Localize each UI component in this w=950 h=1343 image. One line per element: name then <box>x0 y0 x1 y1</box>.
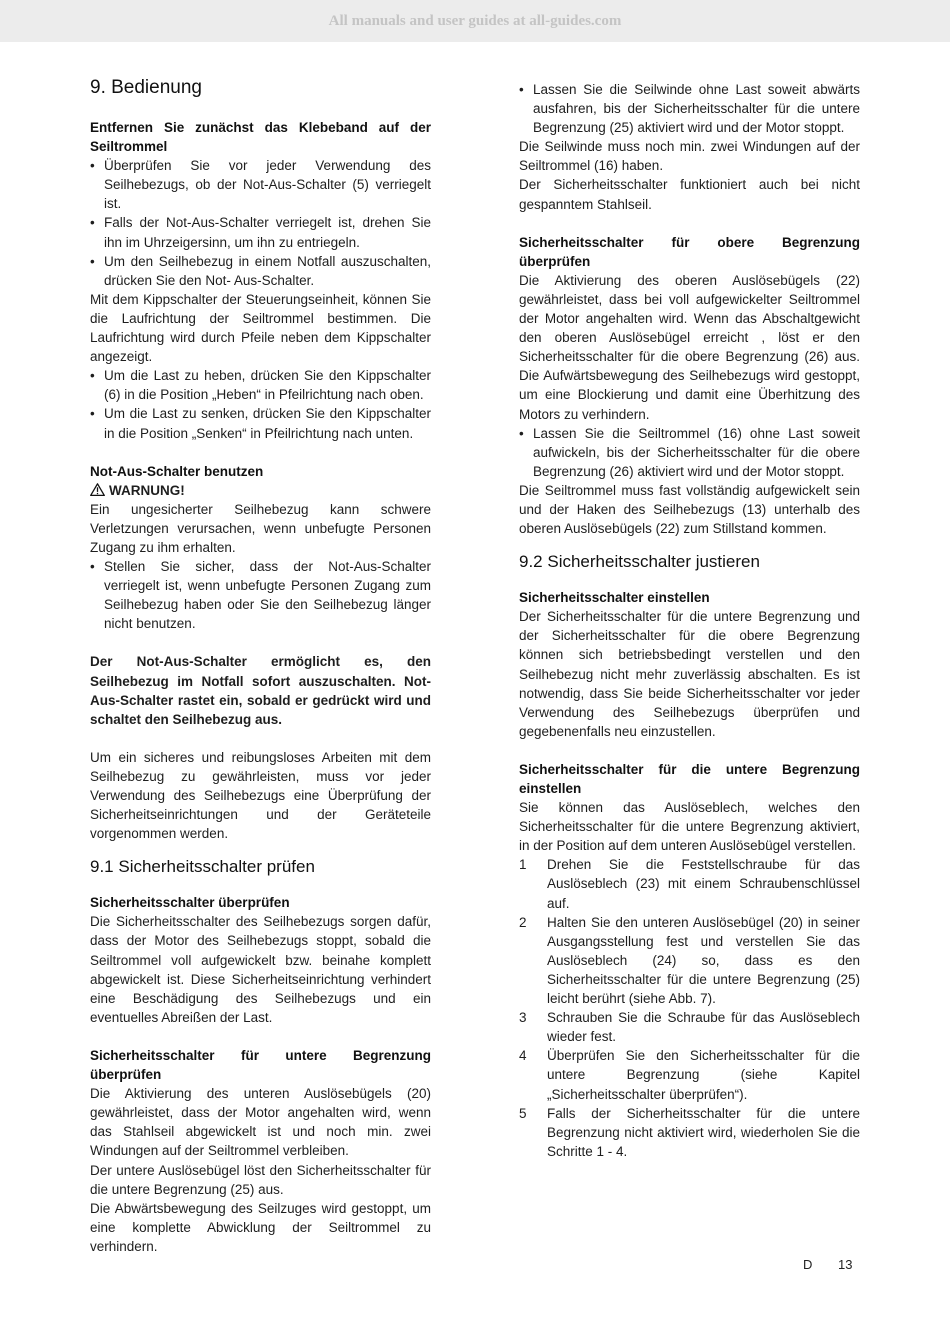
step-text: Falls der Sicherheitsschalter für die untere Begrenzung nicht aktiviert wird, wiederholen Sie die Schritte 1 - 4. <box>547 1105 860 1159</box>
site-banner: All manuals and user guides at all-guides.com <box>0 0 950 42</box>
section-title-bedienung: 9. Bedienung <box>90 77 202 98</box>
list-item: • Stellen Sie sicher, dass der Not-Aus-Schalter verriegelt ist, wenn unbefugte Personen Zugang zum Seilhebezug haben oder Sie den Seilhebezug länger nicht benutzen. <box>90 557 431 633</box>
warning-heading <box>90 481 431 500</box>
paragraph-obere: Die Aktivierung des oberen Auslösebügels (22) gewährleistet, dass bei voll aufgewickelter Seiltrommel der Motor angehalten wird. Wenn das Abschaltgewicht den oberen Auslösebügel erreicht , löst er den Sicherheitsschalter für die obere Begrenzung (26) aus. Die Aufwärtsbewegung des Seilhebezugs wird gestoppt, um eine Blockierung und damit eine Überhitzung des Motors zu verhindern. <box>519 272 860 422</box>
step-number: 4 <box>519 1048 527 1064</box>
step-number: 3 <box>519 1010 527 1026</box>
paragraph-einstellen: Der Sicherheitsschalter für die untere Begrenzung und der Sicherheitsschalter für die obere Begrenzung können sich betriebsbedingt verstellen und den Seilhebezug nicht mehr zuverlässig abschalten. Es ist notwendig, dass Sie beide Sicherheitsschalter vor jeder Verwendung des Seilhebezugs überprüfen und gegebenenfalls neu einzustellen. <box>519 609 860 739</box>
subheading-untere-einstellen: Sicherheitsschalter für die untere Begrenzung einstellen <box>519 761 860 796</box>
list-item <box>519 855 860 912</box>
paragraph-untere-3: Die Abwärtsbewegung des Seilzuges wird gestoppt, um eine komplette Abwicklung der Seiltrommel zu verhindern. <box>90 1200 431 1254</box>
subheading-ueberpruefen: Sicherheitsschalter überprüfen <box>90 895 290 911</box>
list-item: • Um die Last zu heben, drücken Sie den Kippschalter (6) in die Position „Heben“ in Pfeilrichtung nach oben. <box>90 366 431 404</box>
subheading-einstellen: Sicherheitsschalter einstellen <box>519 590 710 606</box>
subheading-obere-begrenzung: Sicherheitsschalter für obere Begrenzung überprüfen <box>519 234 860 269</box>
paragraph-windungen: Die Seilwinde muss noch min. zwei Windungen auf der Seiltrommel (16) haben. <box>519 139 860 174</box>
step-text: Halten Sie den unteren Auslösebügel (20) in seiner Ausgangsstellung fest und verstellen Sie das Auslöseblech (24) so, dass es den Sicherheitsschalter für die untere Begrenzung (25) leicht berührt (siehe Abb. 7). <box>547 914 860 1007</box>
list-item <box>519 1046 860 1103</box>
paragraph-untere-1: Die Aktivierung des unteren Auslösebügels (20) gewährleistet, dass der Motor angehalten wird, wenn das Stahlseil abgewickelt ist und noch min. zwei Windungen auf der Seiltrommel verbleiben. <box>90 1086 431 1159</box>
paragraph-pruefung: Um ein sicheres und reibungsloses Arbeiten mit dem Seilhebezug zu gewährleisten, muss vor jeder Verwendung des Seilhebezugs eine Überprüfung der Sicherheitseinrichtungen und der Geräteteile vorgenommen werden. <box>90 749 431 842</box>
step-number: 5 <box>519 1105 527 1121</box>
list-item <box>519 1008 860 1046</box>
paragraph-ueberpruefen: Die Sicherheitsschalter des Seilhebezugs sorgen dafür, dass der Motor des Seilhebezugs stoppt, sobald die Seiltrommel voll aufgewickelt bzw. beinahe komplett abgewickelt ist. Diese Sicherheitseinrichtung verhindert eine Beschädigung des Seilhebezugs und ein eventuelles Abreißen der Last. <box>90 914 431 1025</box>
kipp-bullet-list <box>90 366 431 442</box>
steps-list <box>519 855 860 1161</box>
footer-language: D <box>803 1257 813 1272</box>
paragraph-untere-einstellen: Sie können das Auslöseblech, welches den Sicherheitsschalter für die untere Begrenzung aktiviert, in der Position auf dem unteren Auslösebügel verstellen. <box>519 800 860 854</box>
list-item: • Überprüfen Sie vor jeder Verwendung des Seilhebezugs, ob der Not-Aus-Schalter (5) verriegelt ist. <box>90 156 431 213</box>
step-number: 2 <box>519 914 527 930</box>
step-text: Drehen Sie die Feststellschraube für das Auslöseblech (23) mit einem Schraubenschlüssel auf. <box>547 857 860 911</box>
section-title-9-2: 9.2 Sicherheitsschalter justieren <box>519 552 760 572</box>
step-text: Überprüfen Sie den Sicherheitsschalter für die untere Begrenzung (siehe Kapitel „Sicherheitsschalter überprüfen“). <box>547 1048 860 1102</box>
list-item: • Lassen Sie die Seiltrommel (16) ohne Last soweit aufwickeln, bis der Sicherheitsschalter für die obere Begrenzung (26) aktiviert wird und der Motor stoppt. <box>519 424 860 481</box>
subheading-notaus: Not-Aus-Schalter benutzen <box>90 463 264 479</box>
obere-bullet-list <box>519 424 860 481</box>
section-title-9-1: 9.1 Sicherheitsschalter prüfen <box>90 857 315 877</box>
list-item: • Um den Seilhebezug in einem Notfall auszuschalten, drücken Sie den Not- Aus-Schalter. <box>90 252 431 290</box>
list-item <box>519 1104 860 1161</box>
warning-text: Ein ungesicherter Seilhebezug kann schwere Verletzungen verursachen, wenn unbefugte Personen Zugang zu ihm erhalten. <box>90 501 431 555</box>
page-number: 13 <box>838 1257 853 1272</box>
step-number: 1 <box>519 857 527 873</box>
warning-triangle-icon <box>90 483 105 496</box>
paragraph-obere-2: Die Seiltrommel muss fast vollständig aufgewickelt sein und der Haken des Seilhebezugs (13) unterhalb des oberen Auslösebügels (22) zum Stillstand kommen. <box>519 482 860 537</box>
list-item: • Falls der Not-Aus-Schalter verriegelt ist, drehen Sie ihn im Uhrzeigersinn, um ihn zu entriegeln. <box>90 213 431 251</box>
paragraph-untere-2: Der untere Auslösebügel löst den Sicherheitsschalter für die untere Begrenzung (25) aus. <box>90 1162 431 1197</box>
paragraph-notaus-info: Der Not-Aus-Schalter ermöglicht es, den Seilhebezug im Notfall sofort auszuschalten. Not-Aus-Schalter rastet ein, sobald er gedrückt wird und schaltet den Seilhebezug aus. <box>90 654 431 727</box>
warning-bullet-list <box>90 557 431 633</box>
right-column <box>519 80 860 1161</box>
intro-bullet-list <box>90 156 431 290</box>
paragraph-kippschalter: Mit dem Kippschalter der Steuerungseinheit, können Sie die Laufrichtung der Seiltrommel bestimmen. Die Laufrichtung wird durch Pfeile neben dem Kippschalter angezeigt. <box>90 291 431 365</box>
step-text: Schrauben Sie die Schraube für das Auslöseblech wieder fest. <box>547 1010 860 1045</box>
paragraph-stahlseil: Der Sicherheitsschalter funktioniert auch bei nicht gespanntem Stahlseil. <box>519 177 860 212</box>
warning-label: WARNUNG! <box>109 482 185 498</box>
list-item <box>519 913 860 1008</box>
list-item: • Um die Last zu senken, drücken Sie den Kippschalter in die Position „Senken“ in Pfeilrichtung nach unten. <box>90 404 431 442</box>
subheading-untere-begrenzung: Sicherheitsschalter für untere Begrenzung überprüfen <box>90 1047 431 1083</box>
list-item: • Lassen Sie die Seilwinde ohne Last soweit abwärts ausfahren, bis der Sicherheitsschalter für die untere Begrenzung (25) aktiviert wird und der Motor stoppt. <box>519 80 860 137</box>
subheading-klebeband: Entfernen Sie zunächst das Klebeband auf der Seiltrommel <box>90 120 431 155</box>
top-bullet-list <box>519 80 860 137</box>
left-column <box>90 75 431 1256</box>
